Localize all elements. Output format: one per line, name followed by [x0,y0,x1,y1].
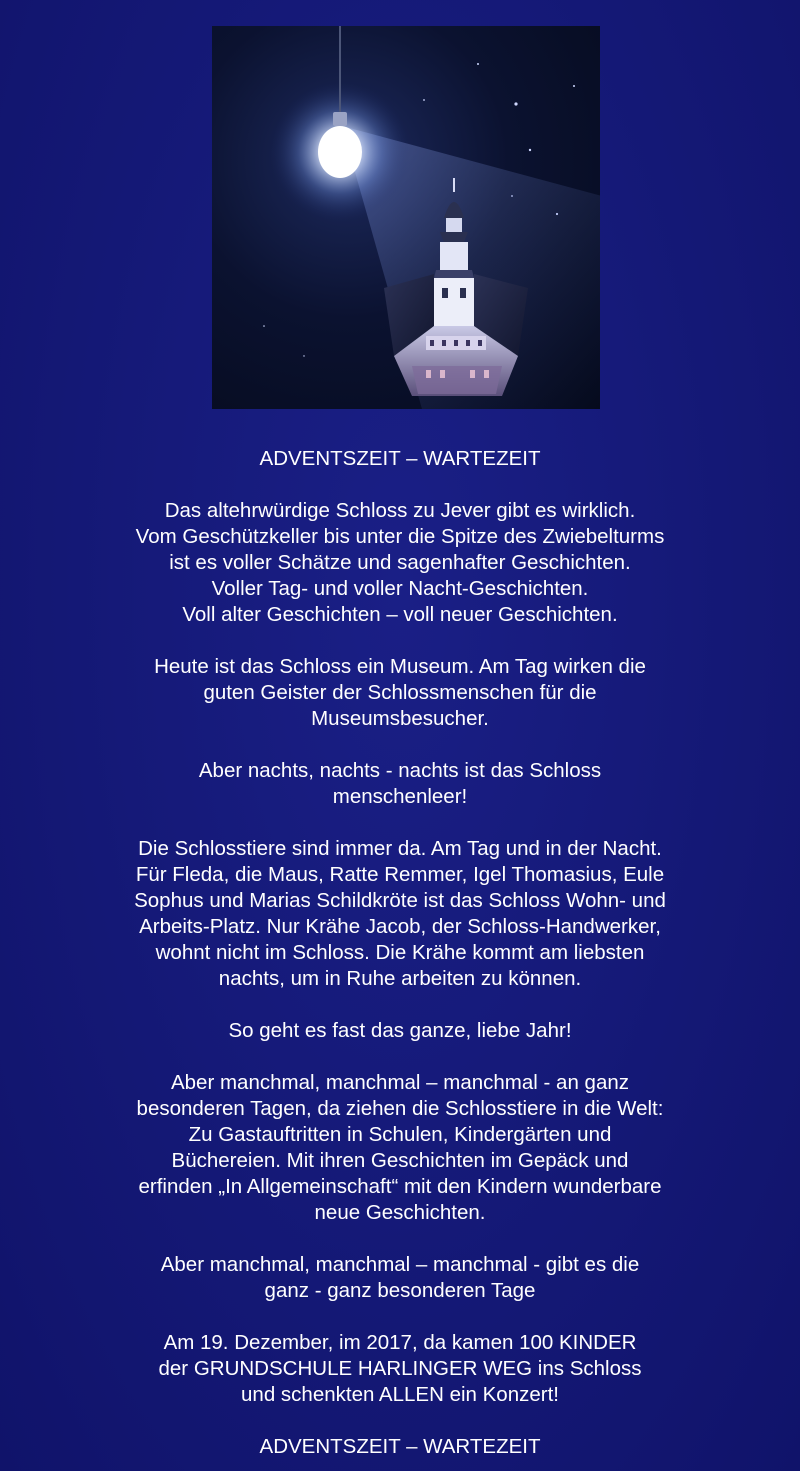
paragraph-line: menschenleer! [332,785,468,808]
paragraph-line: ganz - ganz besonderen Tage [264,1279,536,1302]
paragraph-line: Aber manchmal, manchmal – manchmal - an ganz [170,1071,630,1094]
paragraph-line: Arbeits-Platz. Nur Krähe Jacob, der Schloss-Handwerker, [139,915,661,938]
paragraph-line: Das altehrwürdige Schloss zu Jever gibt es wirklich. [164,499,636,522]
paragraph-museum [40,654,760,732]
paragraph-castle-intro [40,498,760,628]
paragraph-line: guten Geister der Schlossmenschen für die [203,681,597,704]
paragraph-line: ist es voller Schätze und sagenhafter Geschichten. [169,551,631,574]
heading-top-text: ADVENTSZEIT – WARTEZEIT [259,447,541,470]
paragraph-line: So geht es fast das ganze, liebe Jahr! [228,1019,572,1042]
paragraph-line: erfinden „In Allgemeinschaft“ mit den Kindern wunderbare [138,1175,662,1198]
paragraph-whole-year [40,1018,760,1044]
paragraph-line: Aber nachts, nachts - nachts ist das Schloss [198,759,602,782]
paragraph-line: Vom Geschützkeller bis unter die Spitze des Zwiebelturms [135,525,665,548]
paragraph-line: Sophus und Marias Schildkröte ist das Schloss Wohn- und [134,889,666,912]
paragraph-line: Heute ist das Schloss ein Museum. Am Tag wirken die [154,655,646,678]
paragraph-line: Büchereien. Mit ihren Geschichten im Gepäck und [171,1149,629,1172]
paragraph-line: neue Geschichten. [314,1201,486,1224]
paragraph-line: Museumsbesucher. [311,707,489,730]
heading-top [40,446,760,472]
paragraph-line: Für Fleda, die Maus, Ratte Remmer, Igel Thomasius, Eule [135,863,665,886]
heading-bottom-text: ADVENTSZEIT – WARTEZEIT [259,1435,541,1458]
paragraph-line: besonderen Tagen, da ziehen die Schlosstiere in die Welt: [136,1097,664,1120]
paragraph-line: Voller Tag- und voller Nacht-Geschichten. [211,577,589,600]
paragraph-line: Aber manchmal, manchmal – manchmal - gibt es die [160,1253,640,1276]
paragraph-nights [40,758,760,810]
paragraph-line: und schenkten ALLEN ein Konzert! [241,1383,559,1406]
paragraph-line: Zu Gastauftritten in Schulen, Kindergärten und [188,1123,612,1146]
paragraph-castle-animals [40,836,760,992]
paragraph-line: Voll alter Geschichten – voll neuer Geschichten. [182,603,618,626]
paragraph-very-special-days [40,1252,760,1304]
paragraph-line: wohnt nicht im Schloss. Die Krähe kommt am liebsten [155,941,645,964]
heading-bottom [40,1434,760,1460]
paragraph-line: Am 19. Dezember, im 2017, da kamen 100 KINDER [163,1331,637,1354]
paragraph-concert [40,1330,760,1408]
paragraph-line: Die Schlosstiere sind immer da. Am Tag und in der Nacht. [138,837,662,860]
castle-illustration-svg [212,26,600,409]
paragraph-special-days [40,1070,760,1226]
castle-at-night-with-lightbulb-image [212,26,600,409]
paragraph-line: nachts, um in Ruhe arbeiten zu können. [218,967,582,990]
paragraph-line: der GRUNDSCHULE HARLINGER WEG ins Schloss [158,1357,642,1380]
